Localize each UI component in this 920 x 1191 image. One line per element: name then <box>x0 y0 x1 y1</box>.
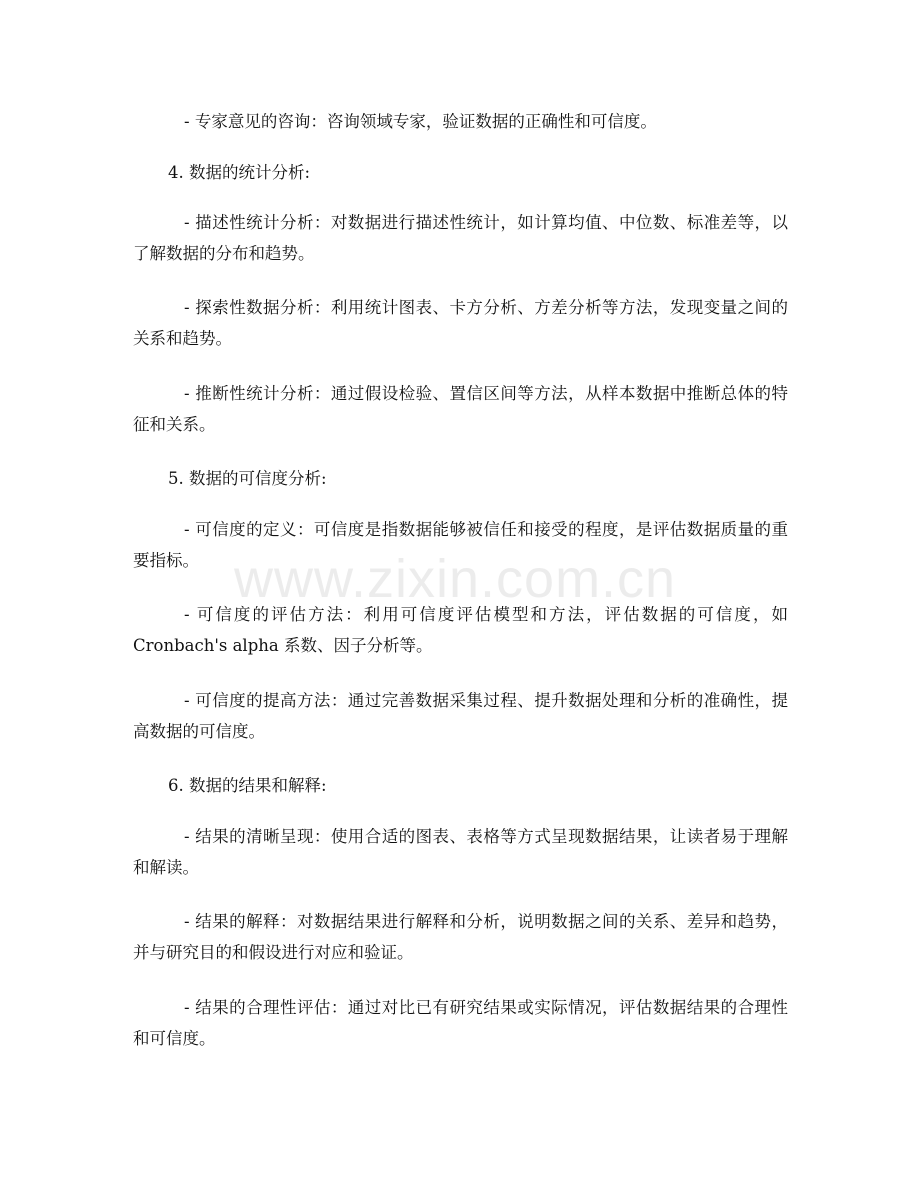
paragraph-result-interpretation: - 结果的解释：对数据结果进行解释和分析，说明数据之间的关系、差异和趋势，并与研究目的和假设进行对应和验证。 <box>133 912 788 962</box>
paragraph-reliability-improvement: - 可信度的提高方法：通过完善数据采集过程、提升数据处理和分析的准确性，提高数据的可信度。 <box>133 691 788 741</box>
section-heading-statistical-analysis: 4. 数据的统计分析: <box>168 163 311 182</box>
paragraph-plausibility-evaluation: - 结果的合理性评估：通过对比已有研究结果或实际情况，评估数据结果的合理性和可信度。 <box>133 998 788 1048</box>
paragraph-inferential-statistics: - 推断性统计分析：通过假设检验、置信区间等方法，从样本数据中推断总体的特征和关系。 <box>133 384 788 434</box>
paragraph-clear-presentation: - 结果的清晰呈现：使用合适的图表、表格等方式呈现数据结果，让读者易于理解和解读。 <box>133 827 788 877</box>
paragraph-exploratory-analysis: - 探索性数据分析：利用统计图表、卡方分析、方差分析等方法，发现变量之间的关系和趋势。 <box>133 298 788 348</box>
section-heading-results-interpretation: 6. 数据的结果和解释: <box>168 776 327 795</box>
paragraph-expert-consultation: - 专家意见的咨询：咨询领域专家，验证数据的正确性和可信度。 <box>184 112 657 131</box>
section-heading-reliability-analysis: 5. 数据的可信度分析: <box>168 469 327 488</box>
paragraph-reliability-definition: - 可信度的定义：可信度是指数据能够被信任和接受的程度，是评估数据质量的重要指标。 <box>133 520 788 570</box>
watermark: www.zixin.com.cn <box>234 549 677 609</box>
paragraph-reliability-evaluation: - 可信度的评估方法：利用可信度评估模型和方法，评估数据的可信度，如Cronbach's alpha 系数、因子分析等。 <box>133 605 788 655</box>
paragraph-descriptive-statistics: - 描述性统计分析：对数据进行描述性统计，如计算均值、中位数、标准差等，以了解数据的分布和趋势。 <box>133 213 788 263</box>
